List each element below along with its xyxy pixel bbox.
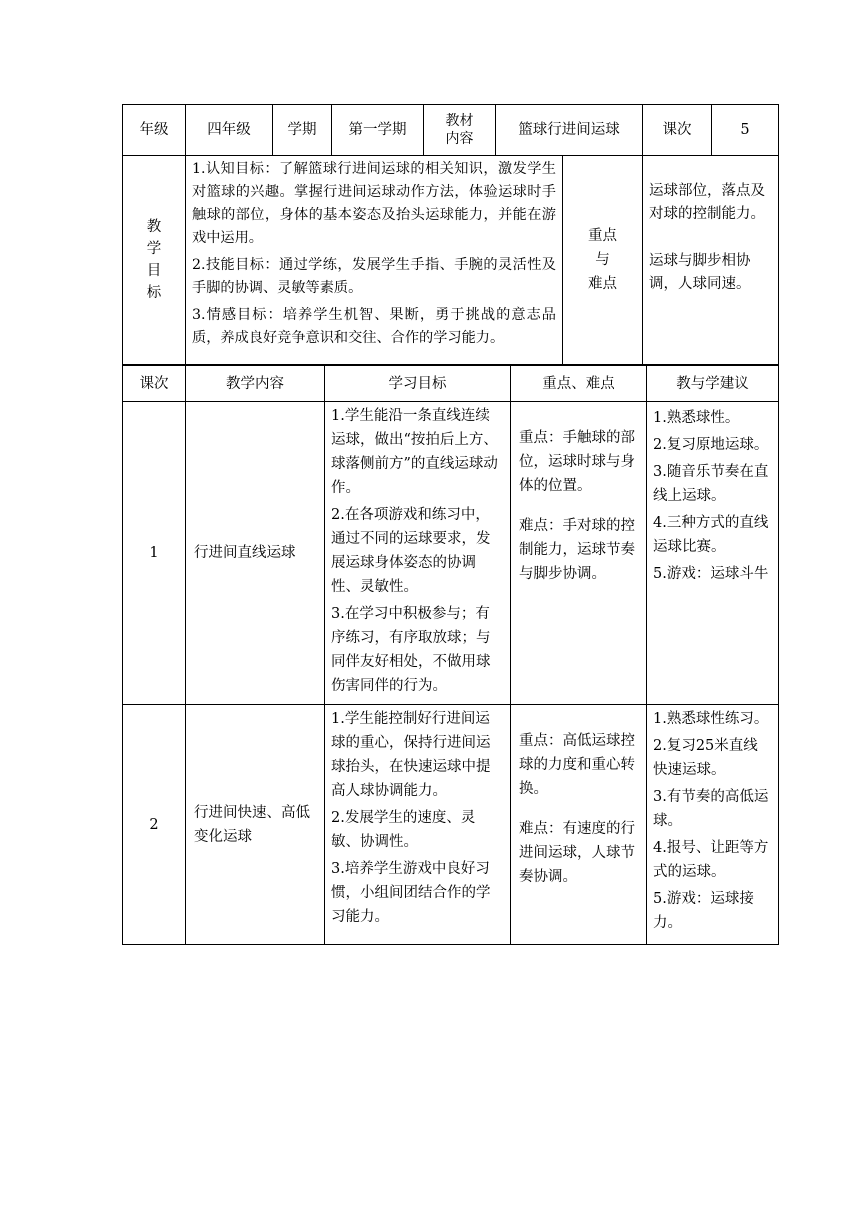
col-goals-header: 学习目标 — [325, 366, 511, 402]
suggestion-item: 3.随音乐节奏在直线上运球。 — [653, 464, 769, 504]
goal-item: 2.发展学生的速度、灵敏、协调性。 — [331, 810, 476, 850]
table-row — [123, 402, 779, 705]
lesson-header-table — [122, 104, 779, 365]
header-row — [123, 105, 779, 156]
lesson-key-points — [511, 705, 647, 945]
grade-label: 年级 — [123, 105, 186, 156]
suggestion-item: 5.游戏：运球接力。 — [653, 891, 754, 931]
objective-cognitive: 1.认知目标：了解篮球行进间运球的相关知识，激发学生对篮球的兴趣。掌握行进间运球动作方法，体验运球时手触球的部位，身体的基本姿态及抬头运球能力，并能在游戏中运用。 — [192, 161, 556, 246]
objectives-label-char: 学 — [146, 241, 162, 257]
key-point: 重点：高低运球控球的力度和重心转换。 — [519, 733, 635, 797]
goal-item: 3.培养学生游戏中良好习惯，小组间团结合作的学习能力。 — [331, 861, 491, 925]
term-label: 学期 — [273, 105, 332, 156]
objectives-label-char: 教 — [146, 219, 162, 235]
objectives-label-char: 标 — [146, 285, 162, 301]
col-suggestions-header: 教与学建议 — [647, 366, 779, 402]
key-difficulty-label — [563, 156, 643, 365]
suggestion-item: 4.三种方式的直线运球比赛。 — [653, 515, 769, 555]
key-label-line: 难点 — [588, 276, 617, 292]
col-key-header: 重点、难点 — [511, 366, 647, 402]
key-point-text: 运球部位，落点及对球的控制能力。 — [649, 183, 765, 222]
difficulty-point: 难点：手对球的控制能力，运球节奏与脚步协调。 — [519, 518, 635, 582]
col-lesson-header: 课次 — [123, 366, 186, 402]
goal-item: 3.在学习中积极参与；有序练习，有序取放球；与同伴友好相处，不做用球伤害同伴的行为。 — [331, 606, 491, 694]
detail-header-row — [123, 366, 779, 402]
suggestion-item: 1.熟悉球性练习。 — [653, 711, 769, 727]
content-value: 篮球行进间运球 — [496, 105, 643, 156]
lesson-goals — [325, 402, 511, 705]
goal-item: 2.在各项游戏和练习中，通过不同的运球要求，发展运球身体姿态的协调性、灵敏性。 — [331, 507, 491, 595]
goal-item: 1.学生能沿一条直线连续运球，做出“按拍后上方、球落侧前方”的直线运球动作。 — [331, 408, 498, 496]
content-label — [424, 105, 496, 156]
lesson-detail-table — [122, 365, 779, 945]
lessons-value: 5 — [712, 105, 779, 156]
lesson-number: 1 — [123, 402, 186, 705]
suggestion-item: 3.有节奏的高低运球。 — [653, 789, 769, 829]
content-label-line1: 教材 — [445, 113, 474, 129]
key-label-line: 重点 — [588, 228, 617, 244]
suggestion-item: 4.报号、让距等方式的运球。 — [653, 840, 769, 880]
objectives-label-char: 目 — [146, 263, 162, 279]
lesson-content: 行进间直线运球 — [186, 402, 325, 705]
objective-affective: 3.情感目标：培养学生机智、果断，勇于挑战的意志品质，养成良好竞争意识和交往、合作的学习能力。 — [192, 307, 556, 346]
objectives-text — [186, 156, 563, 365]
col-content-header: 教学内容 — [186, 366, 325, 402]
objectives-label — [123, 156, 186, 365]
suggestion-item: 5.游戏：运球斗牛 — [653, 566, 769, 582]
objective-skill: 2.技能目标：通过学练，发展学生手指、手腕的灵活性及手脚的协调、灵敏等素质。 — [192, 257, 556, 296]
lesson-suggestions — [647, 705, 779, 945]
key-point: 重点：手触球的部位，运球时球与身体的位置。 — [519, 430, 635, 494]
lesson-goals — [325, 705, 511, 945]
lesson-key-points — [511, 402, 647, 705]
difficulty-text: 运球与脚步相协调，人球同速。 — [649, 253, 751, 292]
grade-value: 四年级 — [186, 105, 273, 156]
key-label-line: 与 — [595, 252, 610, 268]
key-difficulty-text — [643, 156, 779, 365]
suggestion-item: 1.熟悉球性。 — [653, 410, 740, 426]
goal-item: 1.学生能控制好行进间运球的重心，保持行进间运球抬头，在快速运球中提高人球协调能力。 — [331, 711, 491, 799]
term-value: 第一学期 — [332, 105, 424, 156]
table-row — [123, 705, 779, 945]
suggestion-item: 2.复习原地运球。 — [653, 437, 769, 453]
lesson-suggestions — [647, 402, 779, 705]
lessons-label: 课次 — [643, 105, 712, 156]
difficulty-point: 难点：有速度的行进间运球，人球节奏协调。 — [519, 821, 635, 885]
objectives-row — [123, 156, 779, 365]
content-label-line2: 内容 — [445, 131, 474, 147]
suggestion-item: 2.复习25米直线快速运球。 — [653, 738, 758, 778]
lesson-number: 2 — [123, 705, 186, 945]
lesson-content: 行进间快速、高低变化运球 — [186, 705, 325, 945]
